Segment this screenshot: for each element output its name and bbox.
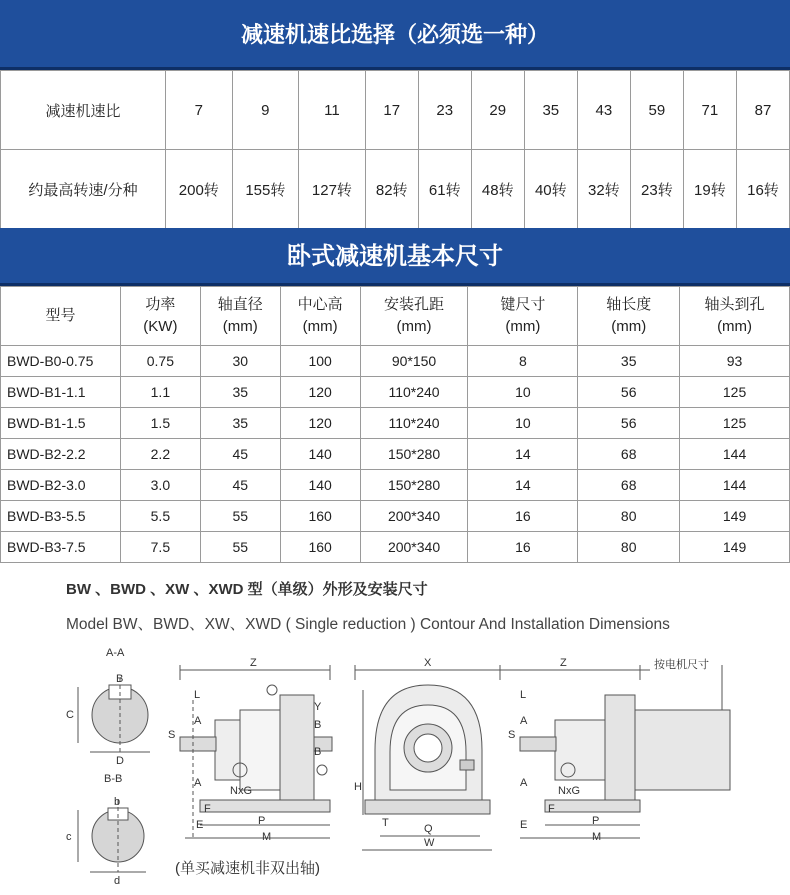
dim-header-unit: (mm) — [611, 318, 647, 335]
label-e1: E — [196, 819, 204, 831]
label-nxg1: NxG — [230, 785, 252, 797]
label-nxg2: NxG — [558, 785, 580, 797]
label-l1: L — [194, 689, 201, 701]
ratio-cell: 43 — [577, 71, 630, 150]
dim-cell: 35 — [578, 346, 680, 377]
dim-cell: 1.5 — [120, 408, 200, 439]
dim-cell: 80 — [578, 501, 680, 532]
label-y: Y — [314, 701, 322, 713]
model-cell: BWD-B3-5.5 — [1, 501, 121, 532]
model-cell: BWD-B0-0.75 — [1, 346, 121, 377]
speed-cell: 155转 — [232, 150, 299, 229]
ratio-cell: 35 — [524, 71, 577, 150]
table-row — [1, 501, 790, 532]
model-cell: BWD-B3-7.5 — [1, 532, 121, 563]
dim-cell: 45 — [200, 470, 280, 501]
ratio-table — [0, 70, 790, 229]
dim-cell: 5.5 — [120, 501, 200, 532]
ratio-cell: 87 — [736, 71, 789, 150]
label-big-b: B — [116, 673, 124, 685]
dim-header-unit: (mm) — [396, 318, 432, 335]
dim-cell: 45 — [200, 439, 280, 470]
label-a2b: A — [520, 777, 528, 789]
dim-cell: 93 — [680, 346, 790, 377]
dim-cell: 3.0 — [120, 470, 200, 501]
table-row — [1, 377, 790, 408]
dim-cell: 120 — [280, 377, 360, 408]
dim-header-label: 功率 — [145, 296, 176, 313]
dim-header-cell — [120, 287, 200, 346]
ratio-cell: 9 — [232, 71, 299, 150]
dim-cell: 55 — [200, 532, 280, 563]
dim-header-cell — [360, 287, 468, 346]
speed-cell: 200转 — [166, 150, 233, 229]
dim-cell: 10 — [468, 408, 578, 439]
label-q: Q — [424, 823, 433, 835]
dim-cell: 16 — [468, 501, 578, 532]
ratio-row — [1, 71, 790, 150]
label-e2: E — [520, 819, 528, 831]
dim-header-cell — [1, 287, 121, 346]
model-cell: BWD-B2-3.0 — [1, 470, 121, 501]
label-a1: A — [194, 715, 202, 727]
dim-cell: 144 — [680, 439, 790, 470]
label-z1: Z — [250, 657, 257, 669]
label-m1: M — [262, 831, 272, 843]
speed-cell: 82转 — [365, 150, 418, 229]
dim-header-unit: (KW) — [143, 318, 178, 335]
dim-cell: 110*240 — [360, 408, 468, 439]
dim-cell: 2.2 — [120, 439, 200, 470]
dim-cell: 120 — [280, 408, 360, 439]
speed-cell: 61转 — [418, 150, 471, 229]
table-row — [1, 532, 790, 563]
dim-cell: 200*340 — [360, 501, 468, 532]
speed-cell: 48转 — [471, 150, 524, 229]
label-b-side2: B — [314, 746, 322, 758]
dim-cell: 35 — [200, 377, 280, 408]
installation-drawing — [0, 640, 790, 895]
dim-cell: 7.5 — [120, 532, 200, 563]
dim-header-cell — [280, 287, 360, 346]
label-l2: L — [520, 689, 527, 701]
dim-cell: 100 — [280, 346, 360, 377]
table-row — [1, 408, 790, 439]
dim-header-unit: (mm) — [302, 318, 338, 335]
dim-cell: 160 — [280, 532, 360, 563]
ratio-cell: 71 — [683, 71, 736, 150]
model-cell: BWD-B1-1.5 — [1, 408, 121, 439]
model-cell: BWD-B2-2.2 — [1, 439, 121, 470]
label-aa: A-A — [106, 647, 125, 659]
dim-header-unit: (mm) — [505, 318, 541, 335]
label-x: X — [424, 657, 432, 669]
dim-header-cell — [468, 287, 578, 346]
speed-cell: 40转 — [524, 150, 577, 229]
speed-row — [1, 150, 790, 229]
label-a1b: A — [194, 777, 202, 789]
dim-cell: 56 — [578, 408, 680, 439]
speed-cell: 127转 — [299, 150, 366, 229]
dim-header-label: 轴直径 — [217, 296, 263, 313]
dim-cell: 55 — [200, 501, 280, 532]
speed-cell: 16转 — [736, 150, 789, 229]
dim-cell: 125 — [680, 377, 790, 408]
label-w: W — [424, 837, 435, 849]
ratio-cell: 17 — [365, 71, 418, 150]
dim-header-unit: (mm) — [222, 318, 258, 335]
label-p1: P — [258, 815, 266, 827]
dim-cell: 160 — [280, 501, 360, 532]
dim-header-label: 轴头到孔 — [704, 296, 765, 313]
drawing-subtitle: Model BW、BWD、XW、XWD ( Single reduction ) Contour And Installation Dimensions — [66, 616, 670, 633]
label-p2: P — [592, 815, 600, 827]
ratio-cell: 11 — [299, 71, 366, 150]
dim-section-title: 卧式减速机基本尺寸 — [0, 228, 790, 286]
dim-cell: 68 — [578, 439, 680, 470]
dim-cell: 56 — [578, 377, 680, 408]
label-bb: B-B — [104, 773, 123, 785]
table-row — [1, 439, 790, 470]
speed-cell: 23转 — [630, 150, 683, 229]
ratio-cell: 29 — [471, 71, 524, 150]
label-h: H — [354, 781, 362, 793]
dim-cell: 30 — [200, 346, 280, 377]
label-f2: F — [548, 803, 555, 815]
dim-header-unit: (mm) — [717, 318, 753, 335]
dim-cell: 200*340 — [360, 532, 468, 563]
dim-header-row — [1, 287, 790, 346]
label-big-c: C — [66, 709, 74, 721]
drawing-title: BW 、BWD 、XW 、XWD 型（单级）外形及安装尺寸 — [66, 581, 428, 598]
dimension-table — [0, 286, 790, 563]
dim-cell: 125 — [680, 408, 790, 439]
dim-cell: 16 — [468, 532, 578, 563]
dim-cell: 110*240 — [360, 377, 468, 408]
ratio-cell: 7 — [166, 71, 233, 150]
label-t: T — [382, 817, 389, 829]
dim-cell: 150*280 — [360, 470, 468, 501]
dim-header-label: 型号 — [45, 307, 76, 324]
dim-cell: 10 — [468, 377, 578, 408]
dim-cell: 0.75 — [120, 346, 200, 377]
dim-cell: 14 — [468, 470, 578, 501]
table-row — [1, 470, 790, 501]
label-big-d: D — [116, 755, 124, 767]
dim-cell: 68 — [578, 470, 680, 501]
dim-header-label: 轴长度 — [606, 296, 652, 313]
dim-cell: 14 — [468, 439, 578, 470]
dim-header-cell — [200, 287, 280, 346]
drawing-caption: (单买减速机非双出轴) — [175, 860, 320, 877]
dim-cell: 144 — [680, 470, 790, 501]
dim-cell: 90*150 — [360, 346, 468, 377]
dim-header-label: 键尺寸 — [500, 296, 546, 313]
speed-label: 约最高转速/分种 — [1, 150, 166, 229]
label-a2: A — [520, 715, 528, 727]
motor-note: 按电机尺寸 — [654, 659, 709, 671]
dim-cell: 150*280 — [360, 439, 468, 470]
label-small-b: b — [114, 796, 121, 808]
label-b-side: B — [314, 719, 322, 731]
dim-header-label: 中心高 — [297, 296, 343, 313]
label-m2: M — [592, 831, 602, 843]
ratio-cell: 23 — [418, 71, 471, 150]
dim-header-cell — [680, 287, 790, 346]
ratio-label: 减速机速比 — [1, 71, 166, 150]
dim-cell: 140 — [280, 470, 360, 501]
label-s2: S — [508, 729, 516, 741]
dim-cell: 80 — [578, 532, 680, 563]
model-cell: BWD-B1-1.1 — [1, 377, 121, 408]
dim-cell: 8 — [468, 346, 578, 377]
speed-cell: 19转 — [683, 150, 736, 229]
label-f1: F — [204, 803, 211, 815]
ratio-section-title: 减速机速比选择（必须选一种） — [0, 0, 790, 70]
speed-cell: 32转 — [577, 150, 630, 229]
dim-cell: 35 — [200, 408, 280, 439]
dim-cell: 140 — [280, 439, 360, 470]
dim-cell: 149 — [680, 532, 790, 563]
label-z2: Z — [560, 657, 567, 669]
label-small-c: c — [66, 831, 72, 843]
table-row — [1, 346, 790, 377]
dim-cell: 1.1 — [120, 377, 200, 408]
dim-header-cell — [578, 287, 680, 346]
ratio-cell: 59 — [630, 71, 683, 150]
label-small-d: d — [114, 875, 121, 887]
dim-header-label: 安装孔距 — [384, 296, 445, 313]
label-s1: S — [168, 729, 176, 741]
dim-cell: 149 — [680, 501, 790, 532]
